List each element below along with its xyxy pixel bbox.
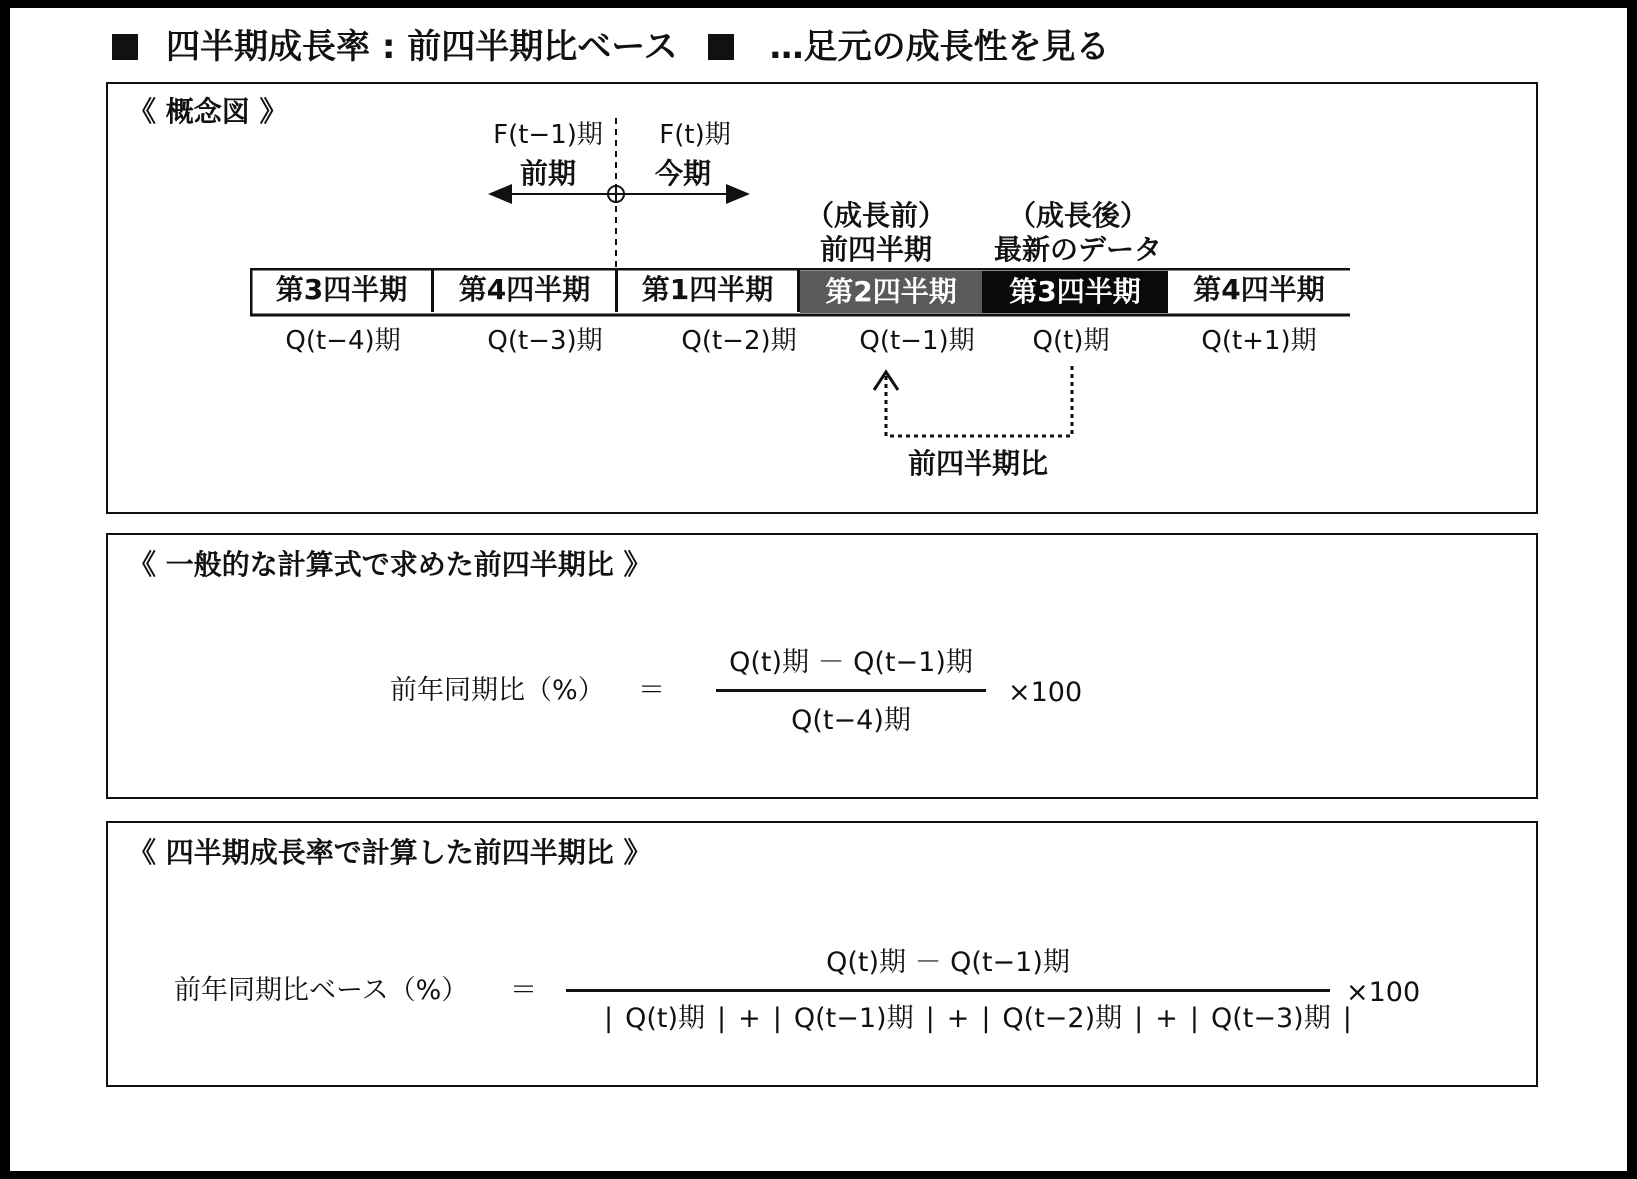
abs-bar: | [925,1003,935,1034]
quarter-cell-before: 第2四半期 [800,271,982,313]
quarter-q-label: Q(t−3)期 [487,326,603,356]
after-label-1: （成長後） [1007,199,1148,232]
quarter-q-label: Q(t+1)期 [1201,326,1317,356]
general-denominator: Q(t−4)期 [791,705,911,736]
after-label-2: 最新のデータ [993,233,1162,266]
abs-bar: | [717,1003,727,1034]
abs-bar: | [1189,1003,1199,1034]
concept-heading: 《 概念図 》 [128,95,288,128]
comparison-dotted-arrow [886,366,1072,436]
before-label-1: （成長前） [805,199,946,232]
title-main: 四半期成長率 : 前四半期比ベース [166,27,678,67]
abs-bar: | [1342,1003,1352,1034]
growth-heading: 《 四半期成長率で計算した前四半期比 》 [128,836,652,869]
denominator-term: Q(t)期 [625,1003,706,1034]
growth-numerator: Q(t)期 － Q(t−1)期 [826,947,1070,978]
denominator-term: Q(t−2)期 [1002,1003,1123,1034]
general-heading: 《 一般的な計算式で求めた前四半期比 》 [128,548,652,581]
quarter-cell: 第3四半期 [252,268,434,312]
curr-fiscal-text: 今期 [654,157,711,190]
plus-sign: + [1155,1003,1178,1034]
prev-fiscal-text: 前期 [519,157,576,190]
quarter-q-label: Q(t−1)期 [859,326,975,356]
general-equals: ＝ [638,675,665,706]
arrow-left-icon [488,184,512,204]
quarter-cell-latest: 第3四半期 [982,271,1168,313]
before-label-2: 前四半期 [819,233,932,266]
growth-fraction-bar [566,989,1330,992]
arrow-right-icon [726,184,750,204]
title-sub: …足元の成長性を見る [769,27,1110,67]
prev-fiscal-label: F(t−1)期 [493,120,603,150]
general-lhs: 前年同期比（%） [390,675,605,706]
comparison-label: 前四半期比 [907,447,1048,480]
page [10,8,1627,1171]
abs-bar: | [604,1003,614,1034]
quarter-q-label: Q(t−4)期 [285,326,401,356]
quarter-q-label: Q(t−2)期 [681,326,797,356]
growth-equals: ＝ [510,975,537,1006]
abs-bar: | [772,1003,782,1034]
growth-formula-panel [106,821,1538,1087]
general-fraction-bar [716,689,986,692]
growth-lhs: 前年同期比ベース（%） [174,975,469,1006]
plus-sign: + [738,1003,761,1034]
quarter-cell: 第4四半期 [1193,273,1325,306]
quarter-cell: 第1四半期 [618,268,800,312]
growth-denominator [604,1005,1352,1032]
general-formula-panel [106,533,1538,799]
growth-multiplier: ×100 [1346,977,1421,1008]
abs-bar: | [981,1003,991,1034]
quarter-timeline [250,268,1390,318]
abs-bar: | [1134,1003,1144,1034]
general-numerator: Q(t)期 － Q(t−1)期 [729,647,973,678]
general-multiplier: ×100 [1008,677,1083,708]
quarter-q-label: Q(t)期 [1032,326,1110,356]
denominator-term: Q(t−3)期 [1210,1003,1331,1034]
curr-fiscal-label: F(t)期 [659,120,731,150]
plus-sign: + [946,1003,970,1034]
denominator-term: Q(t−1)期 [793,1003,914,1034]
quarter-cell: 第4四半期 [434,268,618,312]
